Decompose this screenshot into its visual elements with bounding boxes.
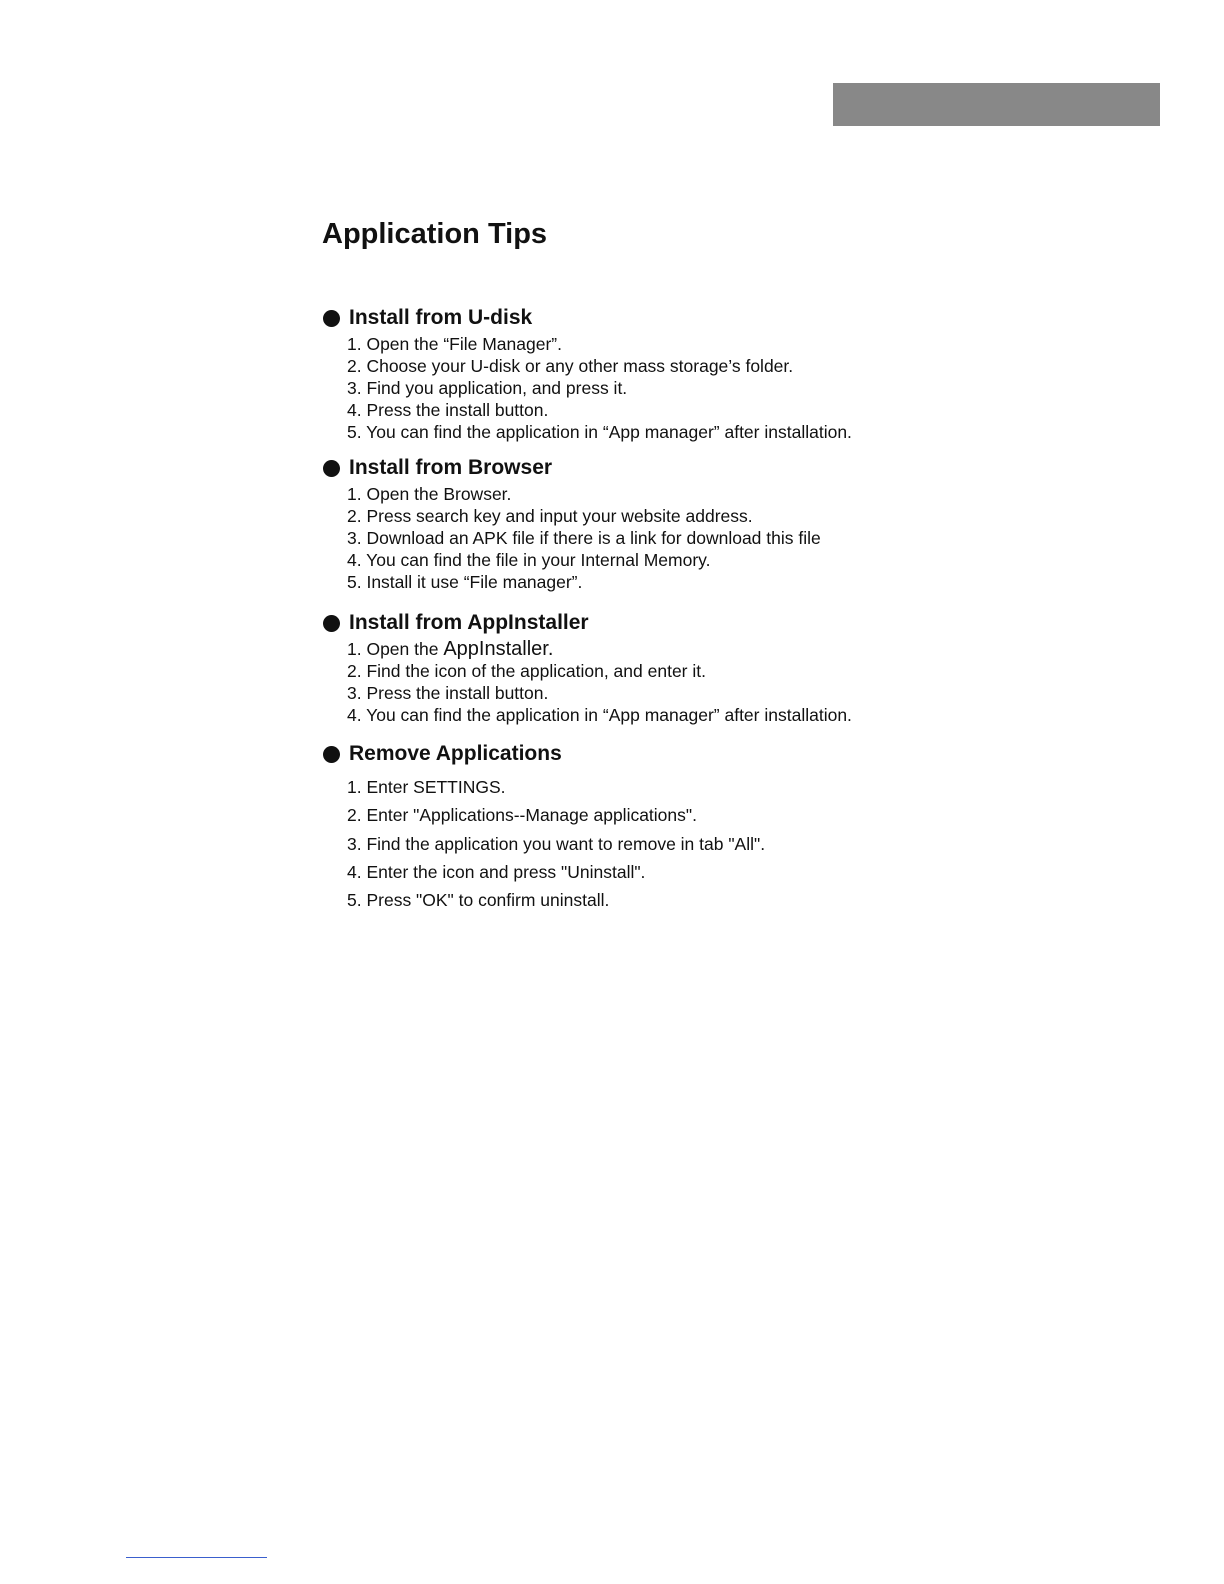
section-heading-text: Install from Browser xyxy=(349,456,553,479)
list-item: 5. Install it use “File manager”. xyxy=(347,572,583,592)
bullet-icon xyxy=(323,746,340,763)
section-heading-text: Remove Applications xyxy=(349,742,562,765)
list-item: 2. Press search key and input your website address. xyxy=(347,506,753,526)
section-heading-text: Install from AppInstaller xyxy=(349,611,589,634)
list-item: 3. Download an APK file if there is a link for download this file xyxy=(347,528,821,548)
list-item: 4. Press the install button. xyxy=(347,400,549,420)
step-list xyxy=(322,638,942,726)
list-item: 4. You can find the application in “App manager” after installation. xyxy=(347,705,852,725)
bullet-icon xyxy=(323,615,340,632)
list-item: 1. Open the Browser. xyxy=(347,484,512,504)
list-item: 1. Enter SETTINGS. xyxy=(347,777,506,797)
list-item: 3. Press the install button. xyxy=(347,683,549,703)
section-install-appinstaller xyxy=(322,608,942,726)
section-heading xyxy=(322,303,942,333)
list-item: 2. Enter "Applications--Manage applications". xyxy=(347,805,697,826)
section-remove-applications xyxy=(322,739,942,914)
step-list xyxy=(322,773,942,914)
footer-rule xyxy=(126,1557,267,1558)
list-item: 1. Open the “File Manager”. xyxy=(347,334,562,354)
bullet-icon xyxy=(323,310,340,327)
section-install-browser xyxy=(322,453,942,593)
list-item: 4. You can find the file in your Internal Memory. xyxy=(347,550,711,570)
list-item: 5. You can find the application in “App manager” after installation. xyxy=(347,422,852,442)
step-prefix: 1. Open the xyxy=(347,639,444,659)
list-item: 3. Find you application, and press it. xyxy=(347,378,628,398)
section-install-u-disk xyxy=(322,303,942,443)
list-item: 3. Find the application you want to remove in tab "All". xyxy=(347,833,766,854)
page-title: Application Tips xyxy=(322,218,548,250)
section-heading xyxy=(322,608,942,638)
list-item: 2. Find the icon of the application, and enter it. xyxy=(347,661,706,681)
list-item: 2. Choose your U-disk or any other mass storage’s folder. xyxy=(347,356,794,376)
bullet-icon xyxy=(323,460,340,477)
section-heading-text: Install from U-disk xyxy=(349,306,533,329)
step-list xyxy=(322,483,942,593)
list-item: 5. Press "OK" to confirm uninstall. xyxy=(347,890,610,910)
appinstaller-name: AppInstaller. xyxy=(443,638,554,660)
list-item: 4. Enter the icon and press "Uninstall". xyxy=(347,861,646,882)
section-heading xyxy=(322,739,942,769)
section-heading xyxy=(322,453,942,483)
header-bar xyxy=(833,83,1160,126)
list-item xyxy=(347,638,942,660)
step-list xyxy=(322,333,942,443)
